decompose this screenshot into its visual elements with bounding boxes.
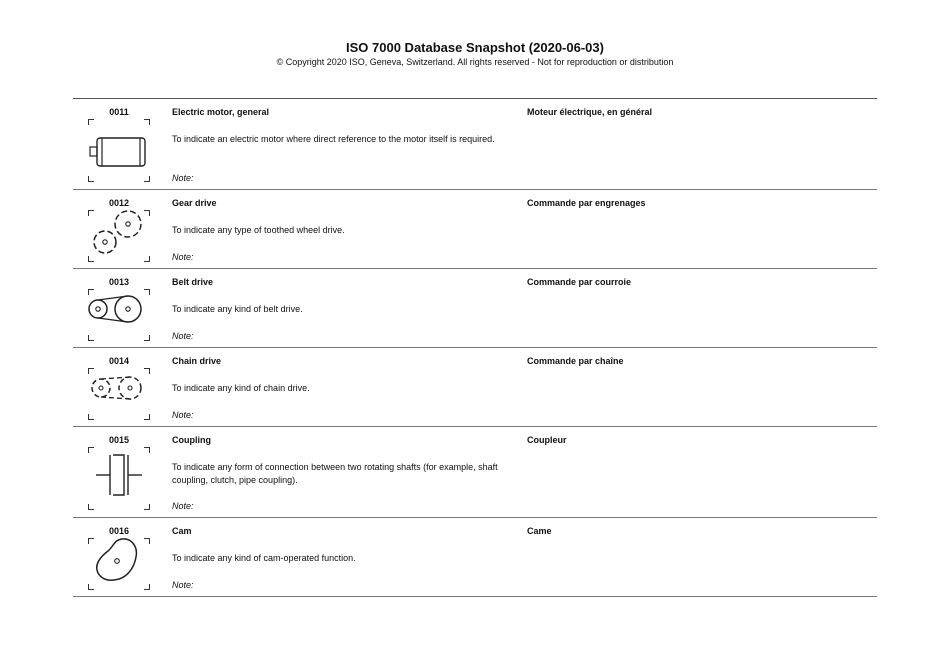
note-label: Note: bbox=[172, 580, 194, 590]
symbol-cell bbox=[88, 525, 150, 590]
crop-mark bbox=[144, 504, 150, 510]
crop-mark bbox=[88, 584, 94, 590]
symbol-code: 0012 bbox=[108, 198, 130, 208]
symbol-code: 0011 bbox=[109, 107, 129, 117]
symbol-code: 0015 bbox=[108, 435, 130, 445]
crop-mark bbox=[144, 256, 150, 262]
symbol-description: To indicate any form of connection between two rotating shafts (for example, shaft coupling, clutch, pipe coupling). bbox=[172, 462, 498, 485]
symbol-description: To indicate an electric motor where direct reference to the motor itself is required. bbox=[172, 134, 495, 144]
symbol-code: 0013 bbox=[108, 277, 130, 287]
symbol-description: To indicate any kind of cam-operated function. bbox=[172, 553, 356, 563]
symbol-code: 0016 bbox=[108, 526, 130, 536]
symbol-table bbox=[73, 98, 877, 597]
symbol-name-en: Chain drive bbox=[172, 356, 222, 366]
symbol-cell bbox=[88, 434, 150, 510]
crop-mark bbox=[88, 335, 94, 341]
gear-drive-icon bbox=[88, 209, 150, 255]
crop-mark bbox=[144, 414, 150, 420]
page-title: ISO 7000 Database Snapshot (2020-06-03) bbox=[346, 40, 604, 55]
english-column bbox=[172, 518, 522, 596]
note-label: Note: bbox=[172, 252, 194, 262]
note-label: Note: bbox=[172, 331, 194, 341]
symbol-name-fr: Moteur électrique, en général bbox=[527, 107, 653, 117]
chain-drive-icon bbox=[88, 367, 150, 413]
belt-drive-icon bbox=[88, 288, 150, 334]
cam-icon bbox=[88, 537, 150, 583]
english-column bbox=[172, 269, 522, 347]
crop-mark bbox=[88, 256, 94, 262]
table-row bbox=[73, 348, 877, 427]
table-row bbox=[73, 190, 877, 269]
english-column bbox=[172, 427, 522, 517]
crop-mark bbox=[144, 335, 150, 341]
symbol-description: To indicate any kind of belt drive. bbox=[172, 304, 303, 314]
note-label: Note: bbox=[172, 501, 194, 511]
page-header bbox=[0, 40, 950, 68]
symbol-code: 0014 bbox=[108, 356, 130, 366]
symbol-name-fr: Commande par courroie bbox=[527, 277, 632, 287]
symbol-cell bbox=[88, 106, 150, 182]
symbol-name-fr: Commande par chaîne bbox=[527, 356, 624, 366]
symbol-name-fr: Commande par engrenages bbox=[527, 198, 646, 208]
note-label: Note: bbox=[172, 410, 194, 420]
electric-motor-icon bbox=[88, 126, 150, 172]
symbol-name-en: Electric motor, general bbox=[172, 107, 270, 117]
symbol-name-en: Belt drive bbox=[172, 277, 214, 287]
coupling-icon bbox=[88, 452, 150, 498]
crop-mark bbox=[144, 119, 150, 125]
crop-mark bbox=[88, 504, 94, 510]
note-label: Note: bbox=[172, 173, 194, 183]
copyright-notice: © Copyright 2020 ISO, Geneva, Switzerland. All rights reserved - Not for reproduction or distribution bbox=[276, 57, 674, 67]
table-row bbox=[73, 427, 877, 518]
crop-mark bbox=[88, 414, 94, 420]
symbol-description: To indicate any kind of chain drive. bbox=[172, 383, 310, 393]
crop-mark bbox=[88, 176, 94, 182]
english-column bbox=[172, 348, 522, 426]
symbol-cell bbox=[88, 197, 150, 262]
symbol-cell bbox=[88, 276, 150, 341]
symbol-cell bbox=[88, 355, 150, 420]
crop-mark bbox=[144, 584, 150, 590]
english-column bbox=[172, 99, 522, 189]
symbol-name-en: Gear drive bbox=[172, 198, 217, 208]
crop-mark bbox=[88, 119, 94, 125]
crop-mark bbox=[144, 176, 150, 182]
english-column bbox=[172, 190, 522, 268]
symbol-name-en: Coupling bbox=[172, 435, 211, 445]
table-row bbox=[73, 518, 877, 597]
symbol-name-fr: Came bbox=[527, 526, 552, 536]
symbol-name-en: Cam bbox=[172, 526, 192, 536]
symbol-description: To indicate any type of toothed wheel drive. bbox=[172, 225, 345, 235]
symbol-name-fr: Coupleur bbox=[527, 435, 567, 445]
table-row bbox=[73, 99, 877, 190]
table-row bbox=[73, 269, 877, 348]
